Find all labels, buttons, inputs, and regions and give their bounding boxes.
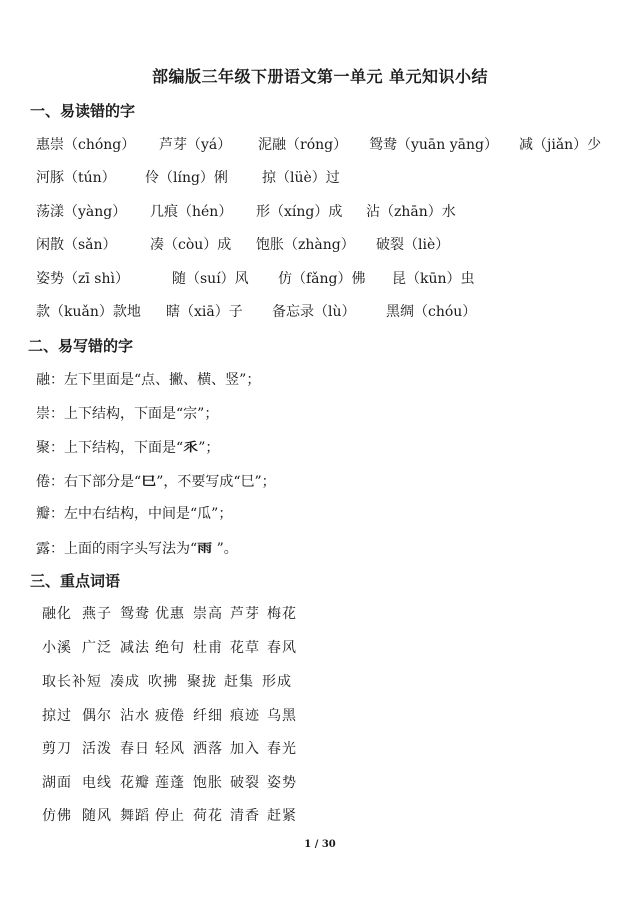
vocab-word: 凑成: [110, 674, 140, 690]
pinyin-word: 仿（fǎng）佛: [278, 271, 366, 287]
vocab-word: 优惠: [155, 606, 185, 622]
writing-note: 融：左下里面是“点、撇、横、竖”；: [36, 372, 261, 388]
vocab-word: 鸳鸯: [120, 606, 150, 622]
writing-note: 瓣：左中右结构，中间是“瓜”；: [36, 506, 233, 522]
vocab-word: 聚拢: [187, 674, 217, 690]
section-heading-key-words: 三、重点词语: [30, 572, 121, 590]
pinyin-word: 减（jiǎn）少: [519, 137, 602, 153]
writing-note-prefix: 倦：右下部分是“: [36, 474, 142, 490]
pinyin-word: 泥融（róng）: [258, 137, 348, 153]
vocab-word: 沾水: [120, 708, 150, 724]
pinyin-word: 姿势（zī shì）: [36, 271, 129, 287]
vocab-word: 形成: [262, 674, 292, 690]
character-glyph: 乑: [183, 439, 199, 455]
pinyin-word: 随（suí）风: [172, 271, 249, 287]
vocab-word: 湖面: [42, 775, 72, 791]
pinyin-word: 沾（zhān）水: [366, 204, 456, 220]
vocab-word: 清香: [230, 808, 260, 824]
vocab-word: 花草: [230, 640, 260, 656]
vocab-word: 春风: [267, 640, 297, 656]
page-indicator: 1 / 30: [304, 839, 336, 850]
vocab-word: 姿势: [267, 775, 297, 791]
pinyin-word: 破裂（liè）: [376, 237, 450, 253]
writing-note-suffix: ”。: [212, 541, 238, 557]
vocab-word: 广泛: [82, 640, 112, 656]
pinyin-word: 昆（kūn）虫: [392, 271, 475, 287]
vocab-word: 随风: [82, 808, 112, 824]
vocab-word: 花瓣: [120, 775, 150, 791]
writing-note: [36, 470, 276, 491]
character-glyph: 雨: [197, 540, 213, 556]
vocab-word: 仿佛: [42, 808, 72, 824]
writing-note-suffix: ”；: [198, 440, 220, 456]
pinyin-word: 荡漾（yàng）: [36, 204, 127, 220]
vocab-word: 燕子: [82, 606, 112, 622]
vocab-word: 荷花: [193, 808, 223, 824]
vocab-word: 赶集: [224, 674, 254, 690]
vocab-word: 剪刀: [42, 741, 72, 757]
pinyin-word: 伶（líng）俐: [145, 170, 228, 186]
vocab-word: 停止: [155, 808, 185, 824]
pinyin-word: 瞎（xiā）子: [166, 304, 243, 320]
vocab-word: 春光: [267, 741, 297, 757]
pinyin-word: 惠崇（chóng）: [36, 137, 136, 153]
pinyin-word: 几痕（hén）: [150, 204, 233, 220]
vocab-word: 莲蓬: [155, 775, 185, 791]
writing-note-prefix: 聚：上下结构，下面是“: [36, 440, 184, 456]
vocab-word: 绝句: [155, 640, 185, 656]
vocab-word: 破裂: [230, 775, 260, 791]
vocab-word: 饱胀: [193, 775, 223, 791]
pinyin-word: 鸳鸯（yuān yāng）: [369, 137, 498, 153]
vocab-word: 掠过: [42, 708, 72, 724]
vocab-word: 春日: [120, 741, 150, 757]
pinyin-word: 掠（lüè）过: [262, 170, 340, 186]
page-title: 部编版三年级下册语文第一单元 单元知识小结: [151, 67, 489, 86]
vocab-word: 活泼: [82, 741, 112, 757]
pinyin-word: 备忘录（lù）: [272, 304, 356, 320]
vocab-word: 吹拂: [148, 674, 178, 690]
writing-note: [36, 537, 238, 558]
vocab-word: 减法: [120, 640, 150, 656]
pinyin-word: 芦芽（yá）: [159, 137, 232, 153]
vocab-word: 乌黑: [267, 708, 297, 724]
vocab-word: 舞蹈: [120, 808, 150, 824]
pinyin-word: 饱胀（zhàng）: [256, 237, 355, 253]
vocab-word: 融化: [42, 606, 72, 622]
vocab-word: 崇高: [193, 606, 223, 622]
pinyin-word: 凑（còu）成: [150, 237, 232, 253]
pinyin-word: 河豚（tún）: [36, 170, 116, 186]
vocab-word: 洒落: [193, 741, 223, 757]
vocab-word: 加入: [230, 741, 260, 757]
vocab-word: 赶紧: [267, 808, 297, 824]
vocab-word: 疲倦: [155, 708, 185, 724]
writing-note-suffix: ”，不要写成“巳”；: [156, 474, 276, 490]
vocab-word: 小溪: [42, 640, 72, 656]
pinyin-word: 款（kuǎn）款地: [36, 304, 141, 320]
vocab-word: 轻风: [155, 741, 185, 757]
writing-note: 崇：上下结构，下面是“宗”；: [36, 406, 219, 422]
character-glyph: 巳: [141, 473, 157, 489]
vocab-word: 梅花: [267, 606, 297, 622]
vocab-word: 痕迹: [230, 708, 260, 724]
writing-note-prefix: 露：上面的雨字头写法为“: [36, 541, 198, 557]
vocab-word: 取长补短: [42, 674, 102, 690]
vocab-word: 纤细: [193, 708, 223, 724]
pinyin-word: 黑绸（chóu）: [386, 304, 477, 320]
vocab-word: 电线: [82, 775, 112, 791]
section-heading-easy-misread: 一、易读错的字: [30, 102, 136, 120]
vocab-word: 偶尔: [82, 708, 112, 724]
writing-note: [36, 436, 219, 457]
pinyin-word: 闲散（sǎn）: [36, 237, 117, 253]
vocab-word: 芦芽: [230, 606, 260, 622]
vocab-word: 杜甫: [193, 640, 223, 656]
pinyin-word: 形（xíng）成: [256, 204, 343, 220]
section-heading-easy-miswritten: 二、易写错的字: [28, 337, 134, 355]
